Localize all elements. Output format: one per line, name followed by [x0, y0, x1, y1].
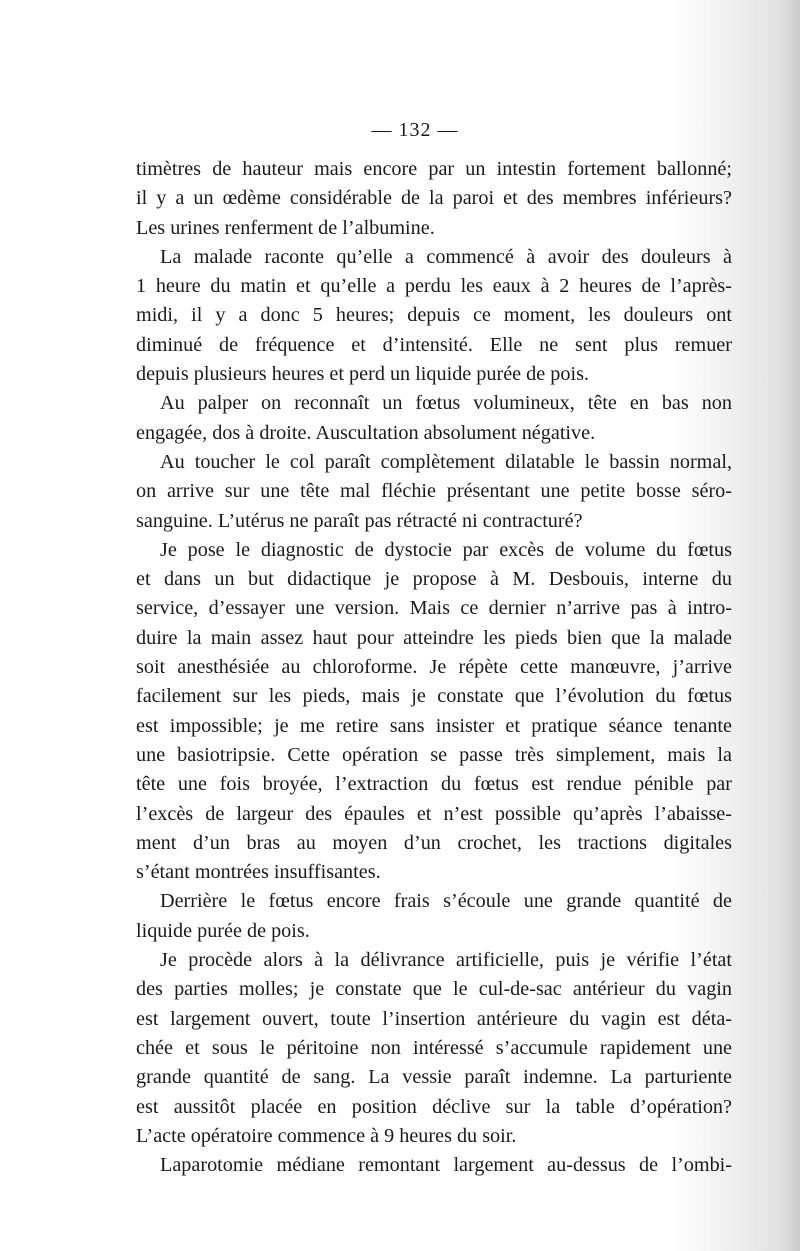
text-line: Les urines renferment de l’albumine.: [136, 216, 435, 239]
text-line: diminué de fréquence et d’intensité. Elle ne sent plus remuer: [136, 333, 732, 356]
text-line: est aussitôt placée en position déclive sur la table d’opération?: [136, 1095, 732, 1118]
text-line: l’excès de largeur des épaules et n’est possible qu’après l’abaisse-: [136, 802, 732, 825]
text-line: engagée, dos à droite. Auscultation absolument négative.: [136, 421, 596, 444]
text-line: Au palper on reconnaît un fœtus volumineux, tête en bas non: [160, 392, 732, 415]
body-text: [136, 155, 732, 1180]
text-line: chée et sous le péritoine non intéressé s’accumule rapidement une: [136, 1036, 732, 1059]
text-line: La malade raconte qu’elle a commencé à avoir des douleurs à: [160, 245, 732, 268]
text-line: service, d’essayer une version. Mais ce dernier n’arrive pas à intro-: [136, 597, 732, 620]
text-line: depuis plusieurs heures et perd un liquide purée de pois.: [136, 363, 589, 386]
text-line: timètres de hauteur mais encore par un intestin fortement ballonné;: [136, 158, 732, 180]
text-line: tête une fois broyée, l’extraction du fœtus est rendue pénible par: [136, 773, 732, 796]
text-line: sanguine. L’utérus ne paraît pas rétracté ni contracturé?: [136, 509, 583, 532]
text-line: Derrière le fœtus encore frais s’écoule une grande quantité de: [160, 890, 732, 913]
text-line: soit anesthésiée au chloroforme. Je répète cette manœuvre, j’arrive: [136, 656, 732, 679]
page-edge-shadow: [778, 0, 800, 1251]
page-number: — 132 —: [371, 119, 459, 141]
text-line: Je procède alors à la délivrance artificielle, puis je vérifie l’état: [160, 949, 732, 972]
text-line: ment d’un bras au moyen d’un crochet, les tractions digitales: [136, 831, 732, 854]
text-line: des parties molles; je constate que le cul-de-sac antérieur du vagin: [136, 978, 732, 1001]
text-line: grande quantité de sang. La vessie paraît indemne. La parturiente: [136, 1066, 732, 1089]
text-line: Laparotomie médiane remontant largement au-dessus de l’ombi-: [160, 1154, 732, 1177]
text-line: duire la main assez haut pour atteindre les pieds bien que la malade: [136, 626, 732, 649]
text-line: on arrive sur une tête mal fléchie présentant une petite bosse séro-: [136, 480, 732, 503]
text-line: est impossible; je me retire sans insister et pratique séance tenante: [136, 714, 732, 737]
text-line: est largement ouvert, toute l’insertion antérieure du vagin est déta-: [136, 1007, 732, 1030]
text-line: facilement sur les pieds, mais je constate que l’évolution du fœtus: [136, 685, 732, 708]
text-line: une basiotripsie. Cette opération se passe très simplement, mais la: [136, 743, 732, 766]
text-line: liquide purée de pois.: [136, 919, 310, 942]
text-line: Au toucher le col paraît complètement dilatable le bassin normal,: [160, 450, 732, 473]
text-line: s’étant montrées insuffisantes.: [136, 861, 381, 884]
text-line: midi, il y a donc 5 heures; depuis ce moment, les douleurs ont: [136, 304, 732, 327]
text-line: et dans un but didactique je propose à M. Desbouis, interne du: [136, 568, 732, 591]
text-line: L’acte opératoire commence à 9 heures du soir.: [136, 1124, 517, 1147]
text-line: Je pose le diagnostic de dystocie par excès de volume du fœtus: [160, 538, 732, 561]
text-line: 1 heure du matin et qu’elle a perdu les eaux à 2 heures de l’après-: [136, 275, 732, 298]
text-line: il y a un œdème considérable de la paroi et des membres inférieurs?: [136, 187, 732, 210]
